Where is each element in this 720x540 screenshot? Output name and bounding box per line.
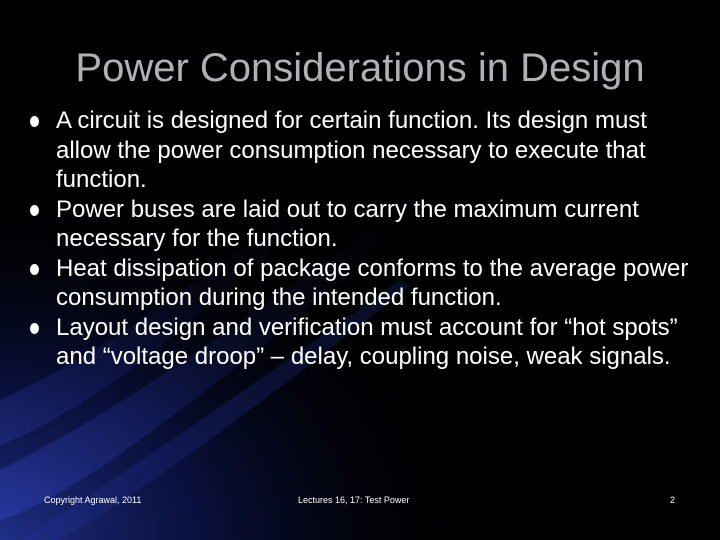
bullet-text: Heat dissipation of package conforms to the average power consumption during the intended function. — [56, 254, 689, 311]
footer-page-number: 2 — [670, 495, 676, 505]
slide-title: Power Considerations in Design — [75, 46, 645, 90]
footer-copyright: Copyright Agrawal, 2011 — [44, 495, 142, 505]
bullet-dot-icon — [30, 323, 39, 334]
bullet-item — [28, 313, 708, 372]
bullet-text: A circuit is designed for certain function. Its design must allow the power consumption necessary to execute that function. — [56, 107, 647, 193]
bullet-dot-icon — [30, 205, 39, 216]
bullet-item — [28, 254, 708, 313]
footer-lecture: Lectures 16, 17: Test Power — [298, 495, 410, 505]
bullet-text: Power buses are laid out to carry the maximum current necessary for the function. — [56, 195, 639, 252]
bullet-dot-icon — [30, 264, 39, 275]
bullet-item — [28, 195, 708, 254]
bullet-item — [28, 106, 708, 195]
bullet-list — [28, 106, 708, 372]
bullet-text: Layout design and verification must account for “hot spots” and “voltage droop” – delay, coupling noise, weak signals. — [56, 313, 678, 370]
bullet-dot-icon — [30, 116, 39, 127]
